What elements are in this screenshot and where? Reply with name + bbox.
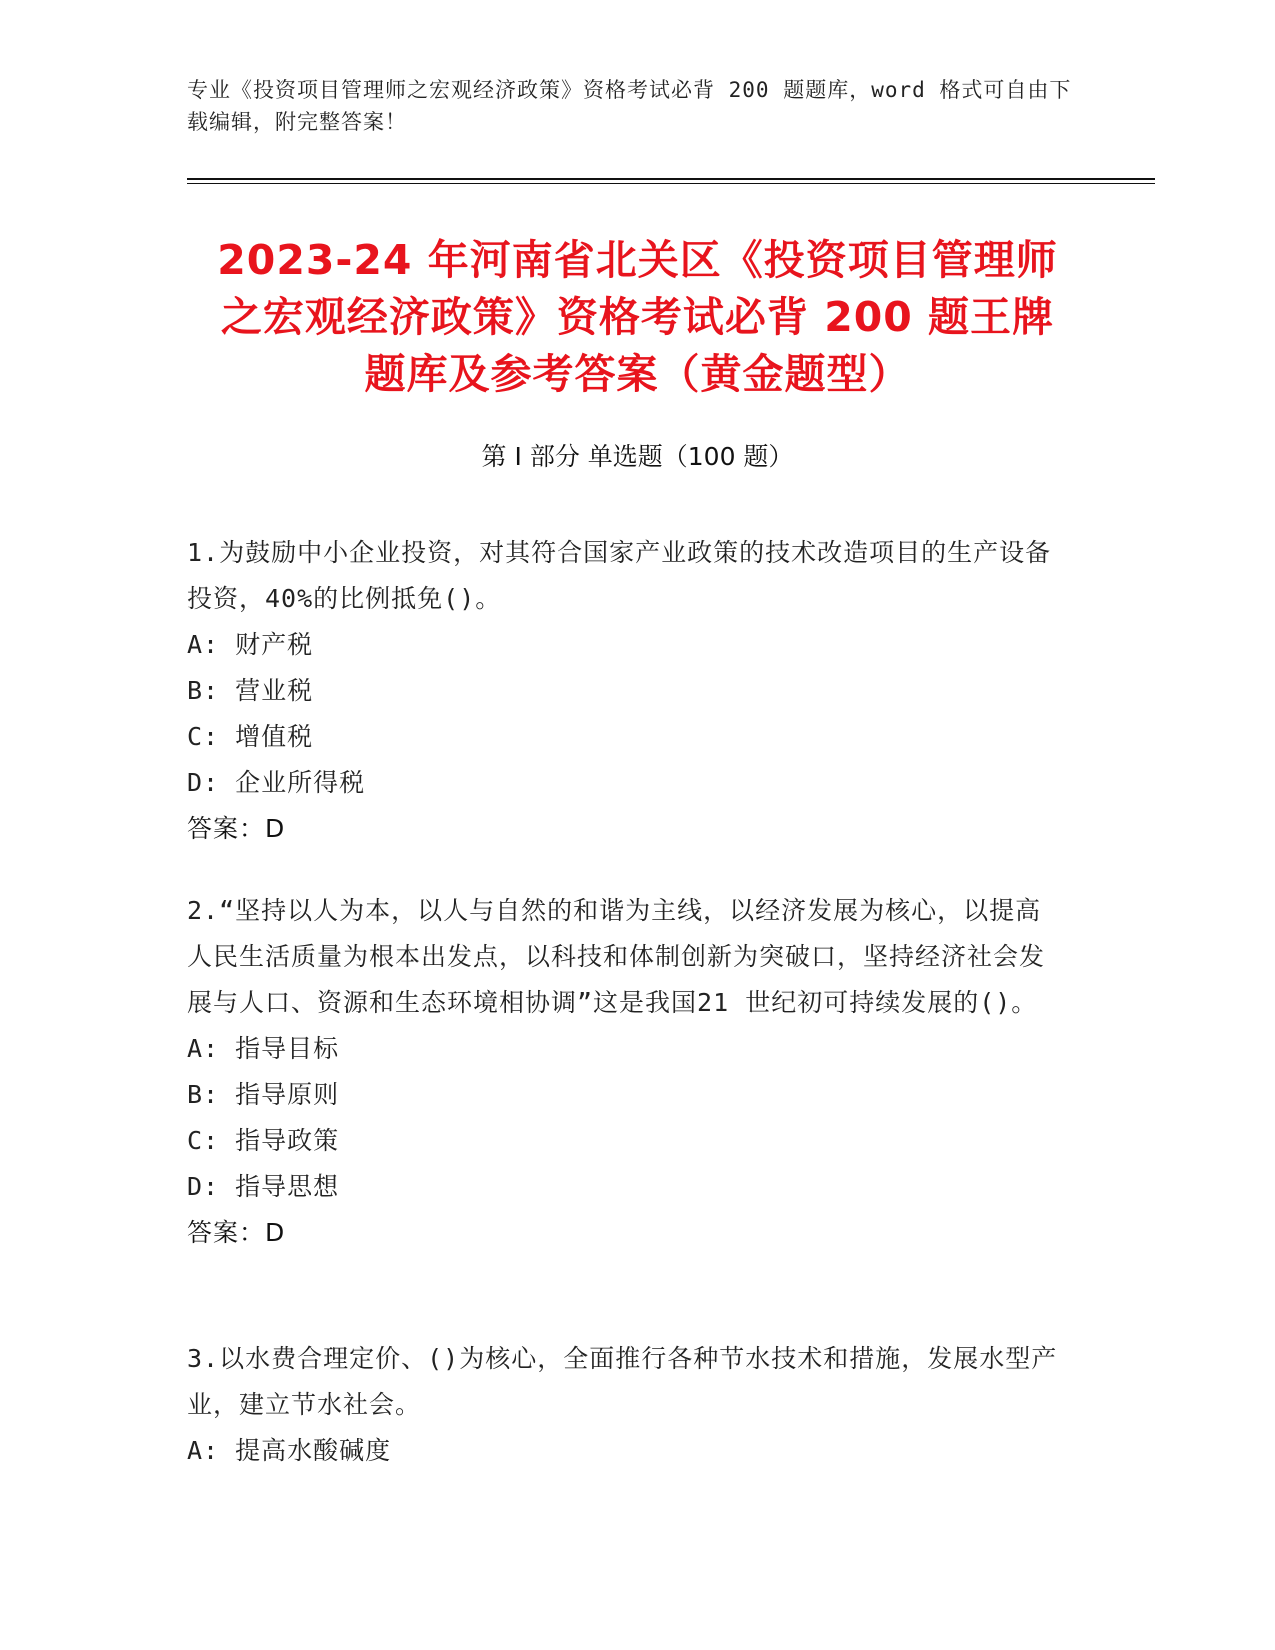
header-divider-thin [187,183,1155,184]
option-d: D: 企业所得税 [187,768,366,797]
header-divider-thick [187,178,1155,180]
header-note: 专业《投资项目管理师之宏观经济政策》资格考试必背 200 题题库，word 格式可自由下载编辑，附完整答案！ [187,78,1072,134]
option-b: B: 指导原则 [187,1080,340,1109]
option-a: A: 指导目标 [187,1034,340,1063]
question-stem: 1.为鼓励中小企业投资，对其符合国家产业政策的技术改造项目的生产设备投资，40%的比例抵免()。 [187,538,1052,613]
option-a: A: 提高水酸碱度 [187,1436,392,1465]
question-stem: 2.“坚持以人为本，以人与自然的和谐为主线，以经济发展为核心，以提高人民生活质量为根本出发点，以科技和体制创新为突破口，坚持经济社会发展与人口、资源和生态环境相协调”这是我国21 世纪初可持续发展的()。 [187,896,1046,1017]
question-3 [187,1336,1067,1474]
title-line-3: 题库及参考答案（黄金题型） [364,350,911,398]
option-c: C: 增值税 [187,722,314,751]
option-a: A: 财产税 [187,630,314,659]
option-d: D: 指导思想 [187,1172,340,1201]
section-title: 第 I 部分 单选题（100 题） [481,442,794,471]
option-b: B: 营业税 [187,676,314,705]
question-1 [187,530,1067,852]
answer: 答案：D [187,1218,286,1247]
title-line-1: 2023-24 年河南省北关区《投资项目管理师 [217,236,1058,284]
answer: 答案：D [187,814,286,843]
question-stem: 3.以水费合理定价、()为核心，全面推行各种节水技术和措施，发展水型产业，建立节水社会。 [187,1344,1058,1419]
option-c: C: 指导政策 [187,1126,340,1155]
question-2 [187,888,1067,1256]
document-title [150,232,1125,403]
title-line-2: 之宏观经济政策》资格考试必背 200 题王牌 [220,293,1055,341]
